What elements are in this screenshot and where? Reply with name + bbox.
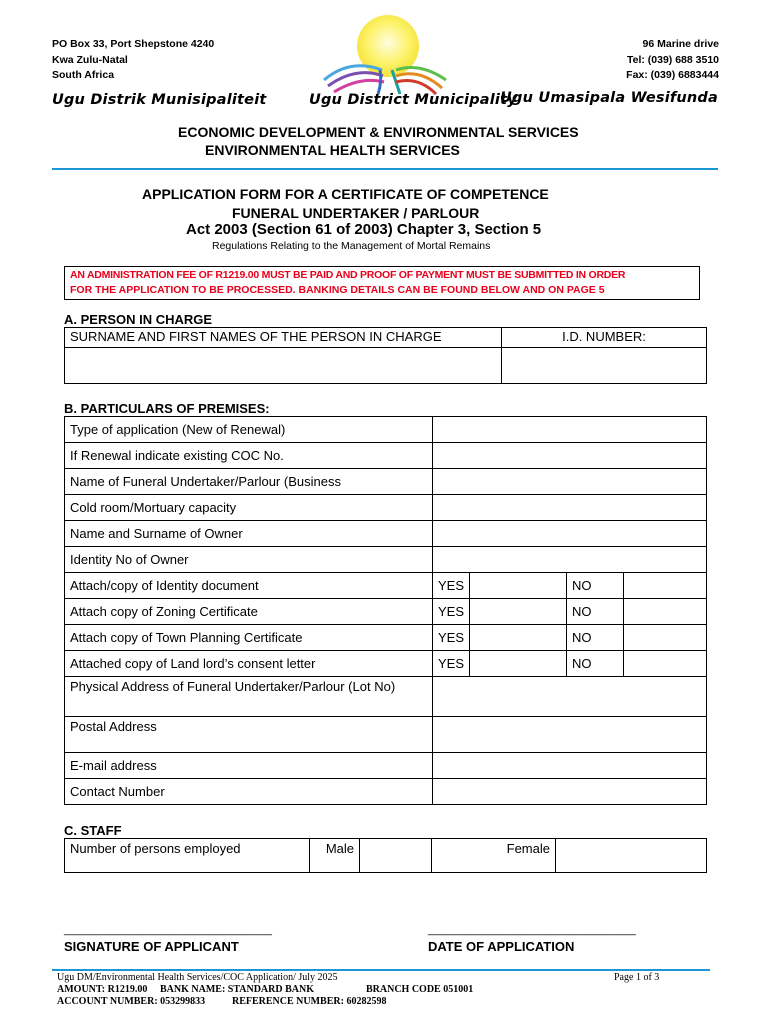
female-count-field[interactable] xyxy=(556,839,707,873)
ugu-logo xyxy=(320,10,450,96)
no-label: NO xyxy=(567,599,624,625)
page-number: Page 1 of 3 xyxy=(614,972,660,983)
physical-address-field[interactable] xyxy=(433,677,707,717)
branch-code-text: BRANCH CODE 051001 xyxy=(366,984,474,995)
surname-field[interactable] xyxy=(65,348,502,384)
bank-name-text: BANK NAME: STANDARD BANK xyxy=(160,984,314,995)
contact-number-label: Contact Number xyxy=(65,779,433,805)
address-line: Kwa Zulu-Natal xyxy=(52,53,128,66)
yes-checkbox[interactable] xyxy=(470,625,567,651)
reference-number-text: REFERENCE NUMBER: 60282598 xyxy=(232,996,387,1007)
no-checkbox[interactable] xyxy=(624,599,707,625)
signature-line: __________________________________ xyxy=(64,924,273,936)
owner-identity-label: Identity No of Owner xyxy=(65,547,433,573)
notice-line-1: AN ADMINISTRATION FEE OF R1219.00 MUST BE PAID AND PROOF OF PAYMENT MUST BE SUBMITTED IN ORDER xyxy=(70,269,626,281)
no-label: NO xyxy=(567,625,624,651)
existing-coc-label: If Renewal indicate existing COC No. xyxy=(65,443,433,469)
owner-identity-field[interactable] xyxy=(433,547,707,573)
business-name-field[interactable] xyxy=(433,469,707,495)
no-label: NO xyxy=(567,573,624,599)
type-of-application-label: Type of application (New of Renewal) xyxy=(65,417,433,443)
staff-table xyxy=(64,838,707,873)
yes-label: YES xyxy=(433,651,470,677)
yes-label: YES xyxy=(433,573,470,599)
premises-table xyxy=(64,416,707,805)
person-in-charge-table xyxy=(64,327,707,384)
no-checkbox[interactable] xyxy=(624,573,707,599)
notice-line-2: FOR THE APPLICATION TO BE PROCESSED. BANKING DETAILS CAN BE FOUND BELOW AND ON PAGE 5 xyxy=(70,284,605,296)
town-planning-label: Attach copy of Town Planning Certificate xyxy=(65,625,433,651)
regulations-subtitle: Regulations Relating to the Management of Mortal Remains xyxy=(212,240,491,252)
section-b-heading: B. PARTICULARS OF PREMISES: xyxy=(64,401,270,416)
address-line: Tel: (039) 688 3510 xyxy=(626,53,719,66)
postal-address-label: Postal Address xyxy=(65,717,433,753)
identity-document-label: Attach/copy of Identity document xyxy=(65,573,433,599)
cold-room-capacity-field[interactable] xyxy=(433,495,707,521)
yes-checkbox[interactable] xyxy=(470,573,567,599)
postal-address-field[interactable] xyxy=(433,717,707,753)
yes-label: YES xyxy=(433,599,470,625)
male-count-field[interactable] xyxy=(360,839,432,873)
landlord-consent-label: Attached copy of Land lord’s consent letter xyxy=(65,651,433,677)
yes-checkbox[interactable] xyxy=(470,599,567,625)
left-address-block xyxy=(52,37,214,84)
type-of-application-field[interactable] xyxy=(433,417,707,443)
address-line: 96 Marine drive xyxy=(642,38,719,50)
business-name-label: Name of Funeral Undertaker/Parlour (Business xyxy=(65,469,433,495)
surname-header: SURNAME AND FIRST NAMES OF THE PERSON IN CHARGE xyxy=(65,328,502,348)
muni-name-english: Ugu District Municipality xyxy=(309,92,517,108)
zoning-certificate-label: Attach copy of Zoning Certificate xyxy=(65,599,433,625)
date-line: __________________________________ xyxy=(428,924,637,936)
section-a-heading: A. PERSON IN CHARGE xyxy=(64,312,213,327)
address-line: Fax: (039) 6883444 xyxy=(626,69,719,81)
department-line-1: ECONOMIC DEVELOPMENT & ENVIRONMENTAL SERVICES xyxy=(178,124,579,140)
female-label: Female xyxy=(432,839,556,873)
existing-coc-field[interactable] xyxy=(433,443,707,469)
document-reference: Ugu DM/Environmental Health Services/COC Application/ July 2025 xyxy=(57,972,338,983)
signature-of-applicant-label: SIGNATURE OF APPLICANT xyxy=(64,939,239,954)
section-c-heading: C. STAFF xyxy=(64,823,122,838)
department-line-2: ENVIRONMENTAL HEALTH SERVICES xyxy=(205,142,460,158)
act-reference: Act 2003 (Section 61 of 2003) Chapter 3, Section 5 xyxy=(186,221,542,238)
muni-name-zulu: Ugu Umasipala Wesifunda xyxy=(500,90,718,106)
form-title-line-1: APPLICATION FORM FOR A CERTIFICATE OF COMPETENCE xyxy=(142,186,549,202)
ray-shape xyxy=(334,80,384,92)
yes-label: YES xyxy=(433,625,470,651)
amount-text: AMOUNT: R1219.00 xyxy=(57,984,148,995)
muni-name-afrikaans: Ugu Distrik Munisipaliteit xyxy=(52,92,267,108)
email-address-label: E-mail address xyxy=(65,753,433,779)
contact-number-field[interactable] xyxy=(433,779,707,805)
yes-checkbox[interactable] xyxy=(470,651,567,677)
email-address-field[interactable] xyxy=(433,753,707,779)
address-line: PO Box 33, Port Shepstone 4240 xyxy=(52,38,215,50)
male-label: Male xyxy=(310,839,360,873)
form-title-line-2: FUNERAL UNDERTAKER / PARLOUR xyxy=(232,205,480,221)
id-number-field[interactable] xyxy=(502,348,707,384)
no-checkbox[interactable] xyxy=(624,625,707,651)
owner-name-field[interactable] xyxy=(433,521,707,547)
address-line: South Africa xyxy=(52,69,115,81)
id-number-header: I.D. NUMBER: xyxy=(502,328,707,348)
date-of-application-label: DATE OF APPLICATION xyxy=(428,939,575,954)
no-checkbox[interactable] xyxy=(624,651,707,677)
persons-employed-label: Number of persons employed xyxy=(65,839,310,873)
fee-notice-box xyxy=(64,266,700,300)
cold-room-capacity-label: Cold room/Mortuary capacity xyxy=(65,495,433,521)
account-number-text: ACCOUNT NUMBER: 053299833 xyxy=(57,996,206,1007)
right-address-block xyxy=(626,37,719,84)
physical-address-label: Physical Address of Funeral Undertaker/Parlour (Lot No) xyxy=(65,677,433,717)
no-label: NO xyxy=(567,651,624,677)
header-divider xyxy=(52,168,718,170)
owner-name-label: Name and Surname of Owner xyxy=(65,521,433,547)
